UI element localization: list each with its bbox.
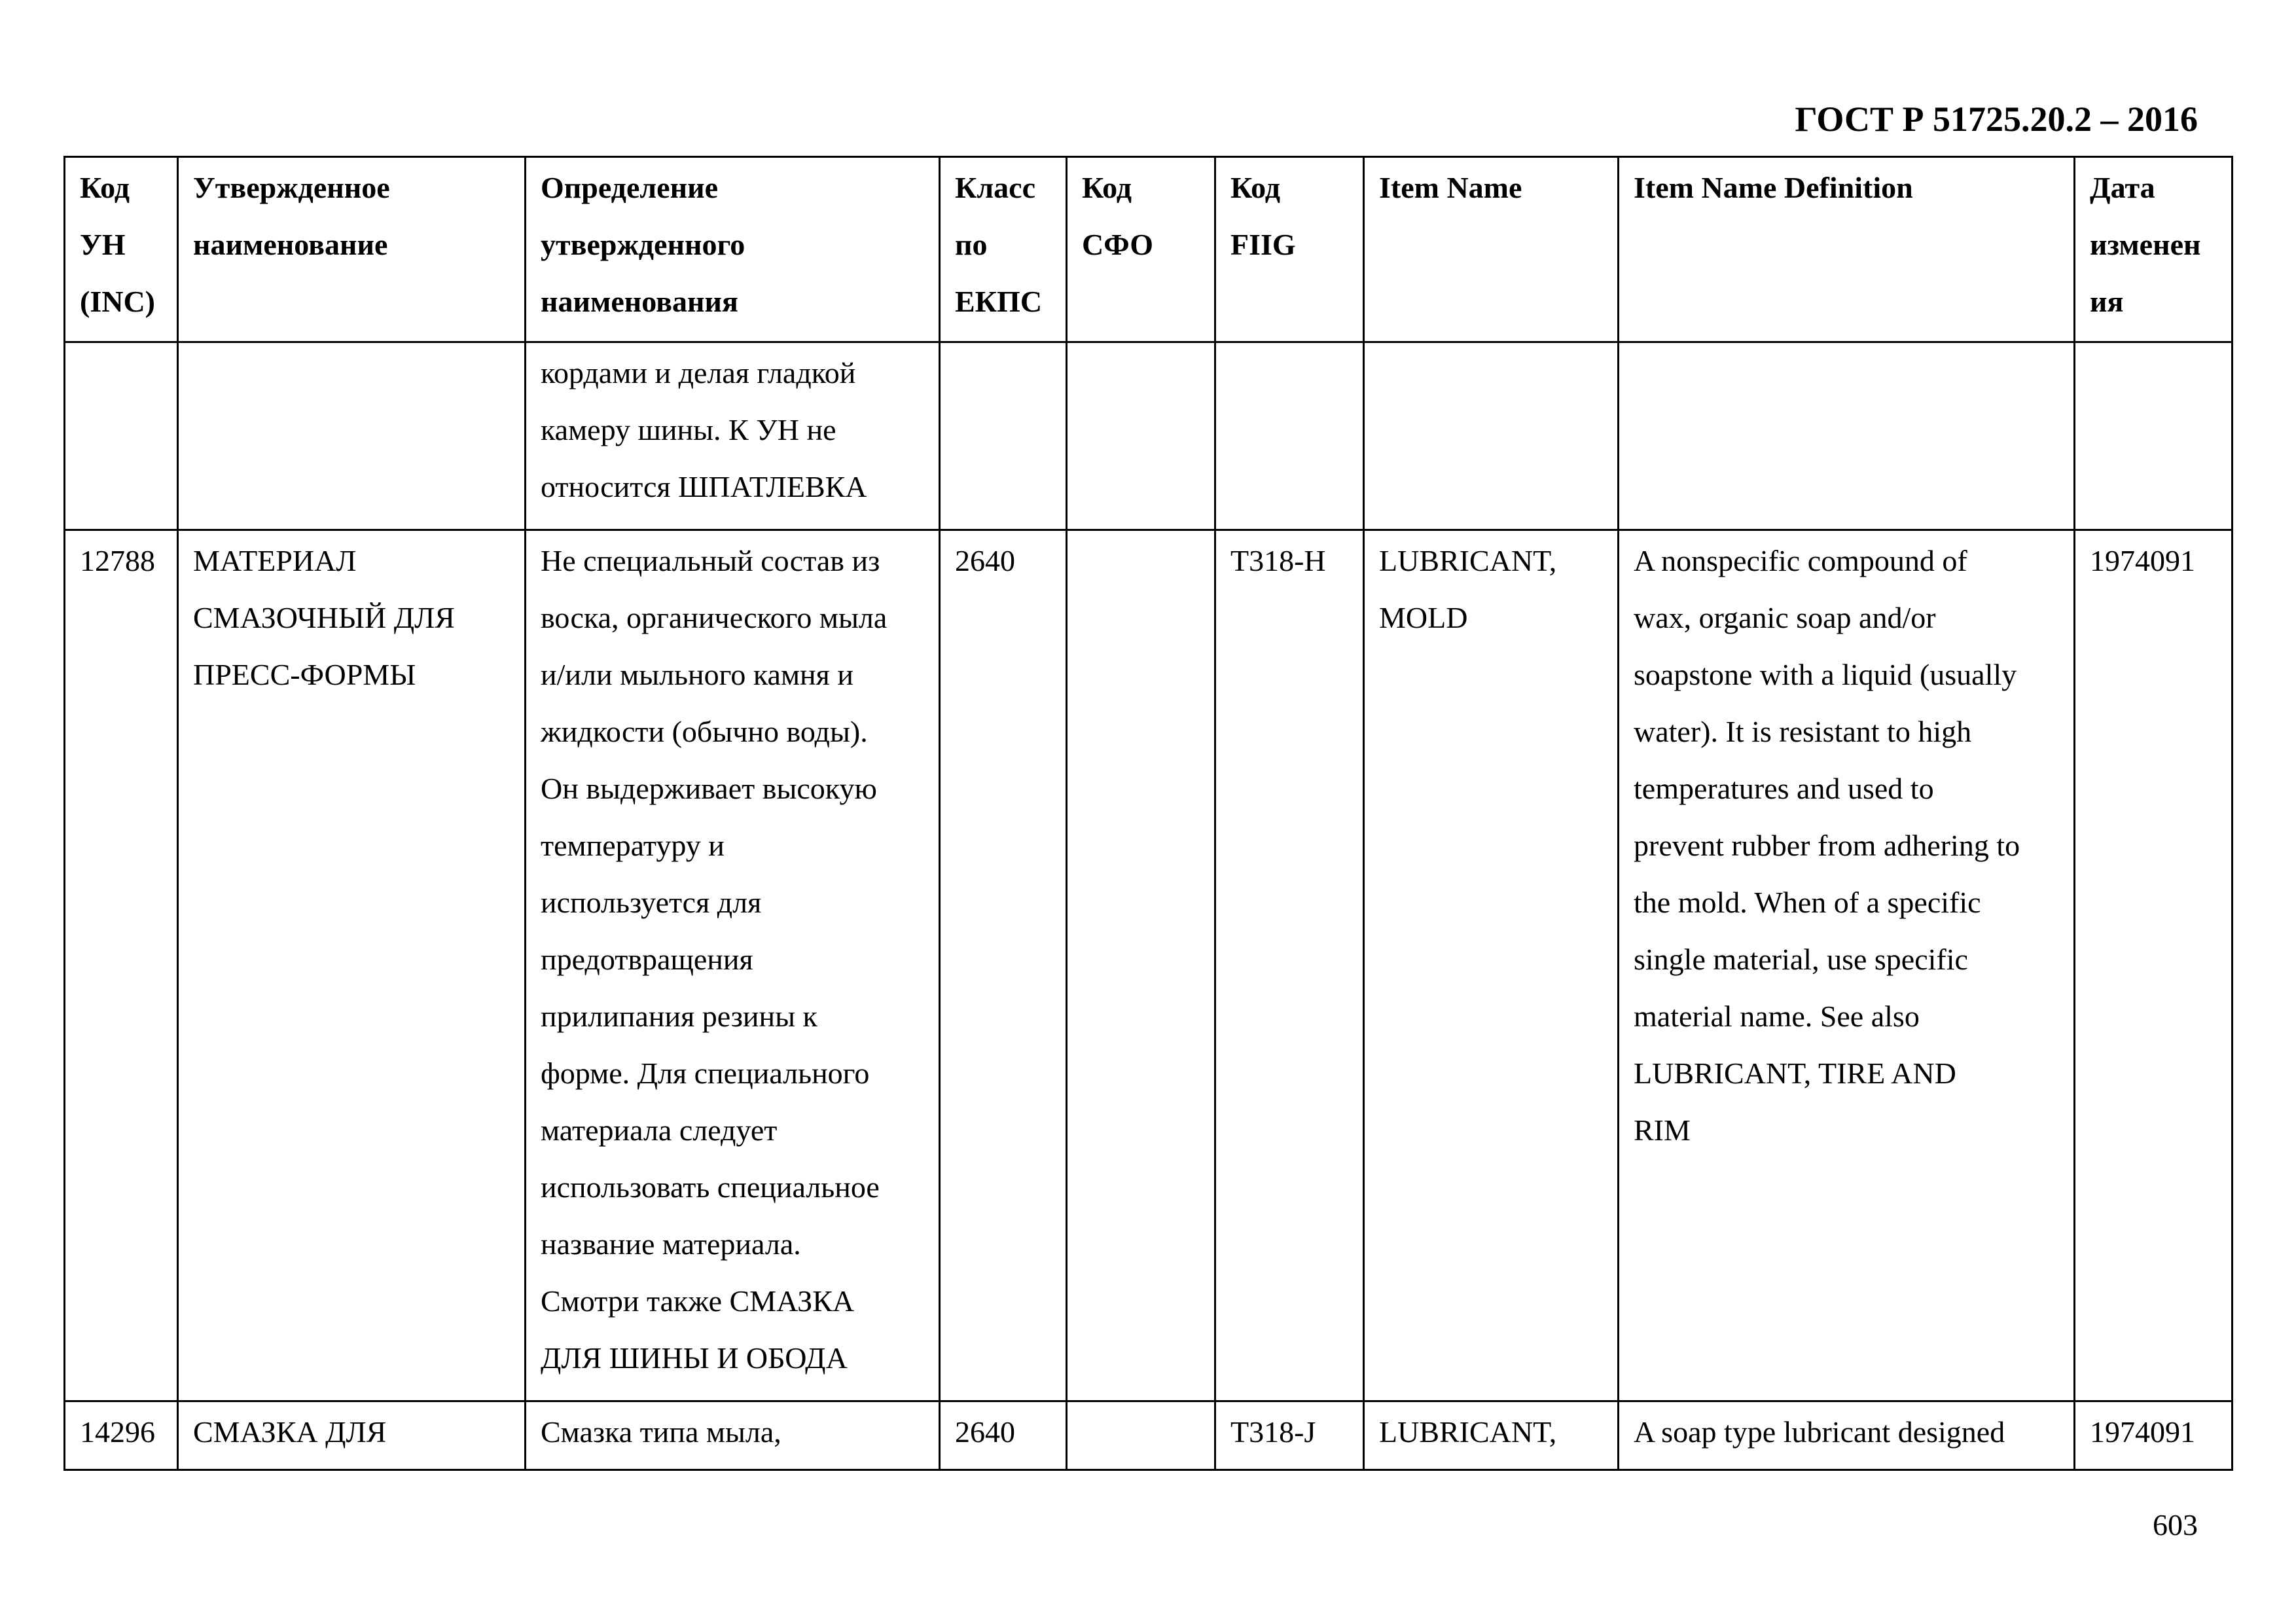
header-sfo-code: Код СФО bbox=[1067, 157, 1215, 342]
header-inc-code: Код УН (INC) bbox=[65, 157, 178, 342]
document-header: ГОСТ Р 51725.20.2 – 2016 bbox=[1795, 99, 2198, 139]
cell-inc bbox=[65, 342, 178, 530]
table-header-row bbox=[65, 157, 2233, 342]
cell-change-date: 1974091 bbox=[2075, 530, 2233, 1401]
cell-approved-name bbox=[178, 342, 526, 530]
cell-approved-name: СМАЗКА ДЛЯ bbox=[178, 1401, 526, 1470]
cell-ekps-class bbox=[940, 342, 1067, 530]
cell-sfo-code bbox=[1067, 530, 1215, 1401]
header-ekps-class: Класс по ЕКПС bbox=[940, 157, 1067, 342]
cell-sfo-code bbox=[1067, 342, 1215, 530]
cell-ekps-class: 2640 bbox=[940, 530, 1067, 1401]
cell-approved-name: МАТЕРИАЛ СМАЗОЧНЫЙ ДЛЯ ПРЕСС-ФОРМЫ bbox=[178, 530, 526, 1401]
cell-change-date: 1974091 bbox=[2075, 1401, 2233, 1470]
cell-ekps-class: 2640 bbox=[940, 1401, 1067, 1470]
cell-item-name-definition: A soap type lubricant designed bbox=[1619, 1401, 2075, 1470]
table-row bbox=[65, 1401, 2233, 1470]
cell-definition: кордами и делая гладкой камеру шины. К УН не относится ШПАТЛЕВКА bbox=[526, 342, 940, 530]
cell-definition: Не специальный состав из воска, органического мыла и/или мыльного камня и жидкости (обычно воды). Он выдерживает высокую температуру и используется для предотвращения прилипания резины к форме. Для специального материала следует использовать специальное название материала. Смотри также СМАЗКА ДЛЯ ШИНЫ И ОБОДА bbox=[526, 530, 940, 1401]
cell-fiig-code: T318-J bbox=[1215, 1401, 1364, 1470]
table-row bbox=[65, 530, 2233, 1401]
cell-fiig-code bbox=[1215, 342, 1364, 530]
cell-item-name-definition bbox=[1619, 342, 2075, 530]
cell-item-name: LUBRICANT, bbox=[1364, 1401, 1619, 1470]
header-approved-name: Утвержденное наименование bbox=[178, 157, 526, 342]
header-item-name-definition: Item Name Definition bbox=[1619, 157, 2075, 342]
header-item-name: Item Name bbox=[1364, 157, 1619, 342]
header-fiig-code: Код FIIG bbox=[1215, 157, 1364, 342]
cell-definition: Смазка типа мыла, bbox=[526, 1401, 940, 1470]
header-change-date: Дата изменен ия bbox=[2075, 157, 2233, 342]
page-number: 603 bbox=[2153, 1508, 2198, 1542]
cell-inc: 12788 bbox=[65, 530, 178, 1401]
table-row bbox=[65, 342, 2233, 530]
cell-item-name bbox=[1364, 342, 1619, 530]
cell-fiig-code: T318-H bbox=[1215, 530, 1364, 1401]
cell-sfo-code bbox=[1067, 1401, 1215, 1470]
cell-change-date bbox=[2075, 342, 2233, 530]
cell-item-name-definition: A nonspecific compound of wax, organic soap and/or soapstone with a liquid (usually water). It is resistant to high temperatures and used to prevent rubber from adhering to the mold. When of a specific single material, use specific material name. See also LUBRICANT, TIRE AND RIM bbox=[1619, 530, 2075, 1401]
cell-item-name: LUBRICANT, MOLD bbox=[1364, 530, 1619, 1401]
cell-inc: 14296 bbox=[65, 1401, 178, 1470]
header-approved-name-definition: Определение утвержденного наименования bbox=[526, 157, 940, 342]
item-names-table bbox=[63, 156, 2233, 1471]
